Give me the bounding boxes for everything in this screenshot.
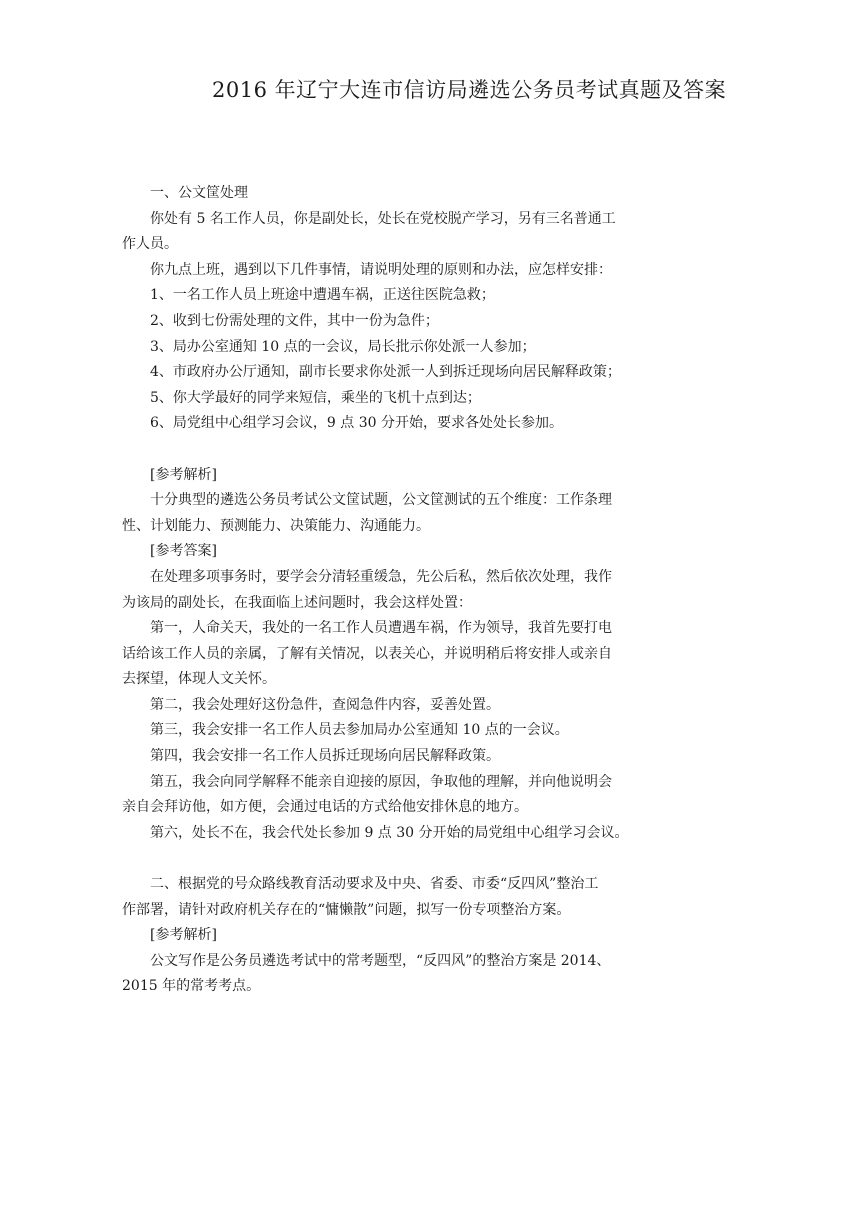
q2-heading-line-1: 二、根据党的号众路线教育活动要求及中央、省委、市委“反四风”整治工 bbox=[150, 876, 599, 893]
q2-analysis-label: [参考解析] bbox=[150, 927, 217, 944]
q1-heading: 一、公文筐处理 bbox=[150, 185, 248, 201]
q1-answer-first-line-2: 话给该工作人员的亲属，了解有关情况，以表关心，并说明稍后将安排人或亲自 bbox=[122, 645, 612, 662]
q1-answer-intro bbox=[122, 565, 702, 616]
q1-item-4: 4、市政府办公厅通知，副市长要求你处派一人到拆迁现场向居民解释政策； bbox=[150, 364, 621, 381]
document-title: 2016 年辽宁大连市信访局遴选公务员考试真题及答案 bbox=[212, 78, 727, 102]
q2-analysis-paragraph bbox=[122, 949, 702, 1000]
document-body bbox=[122, 181, 702, 1000]
q1-item-3: 3、局办公室通知 10 点的一会议，局长批示你处派一人参加； bbox=[150, 338, 536, 355]
q1-analysis-paragraph bbox=[122, 488, 702, 539]
q1-answer-fifth bbox=[122, 770, 702, 821]
q1-answer-first-line-1: 第一，人命关天，我处的一名工作人员遭遇车祸，作为领导，我首先要打电 bbox=[150, 620, 612, 637]
q1-item-5: 5、你大学最好的同学来短信，乘坐的飞机十点到达； bbox=[150, 389, 481, 406]
q1-analysis-label: [参考解析] bbox=[150, 466, 217, 483]
q1-intro-paragraph bbox=[122, 207, 702, 258]
q2-analysis-line-2: 2015 年的常考考点。 bbox=[122, 978, 261, 995]
q2-analysis-line-1: 公文写作是公务员遴选考试中的常考题型，“反四风”的整治方案是 2014、 bbox=[150, 952, 611, 969]
q1-answer-intro-line-2: 为该局的副处长，在我面临上述问题时，我会这样处置： bbox=[122, 594, 472, 611]
q1-answer-label: [参考答案] bbox=[150, 543, 217, 560]
spacer bbox=[122, 846, 702, 872]
q1-answer-intro-line-1: 在处理多项事务时，要学会分清轻重缓急，先公后私，然后依次处理，我作 bbox=[150, 568, 612, 585]
q2-heading-line-2: 作部署，请针对政府机关存在的“慵懒散”问题，拟写一份专项整治方案。 bbox=[122, 901, 571, 918]
q1-answer-third: 第三，我会安排一名工作人员去参加局办公室通知 10 点的一会议。 bbox=[150, 722, 569, 739]
q2-heading bbox=[122, 872, 702, 923]
spacer bbox=[122, 437, 702, 463]
q1-item-2: 2、收到七份需处理的文件，其中一份为急件； bbox=[150, 312, 439, 329]
q1-item-1: 1、一名工作人员上班途中遭遇车祸，正送往医院急救； bbox=[150, 287, 495, 304]
q1-answer-fourth: 第四，我会安排一名工作人员拆迁现场向居民解释政策。 bbox=[150, 748, 500, 765]
q1-answer-first-line-3: 去探望，体现人文关怀。 bbox=[122, 671, 276, 688]
q1-answer-fifth-line-2: 亲自会拜访他，如方便，会通过电话的方式给他安排休息的地方。 bbox=[122, 799, 528, 816]
q1-item-6: 6、局党组中心组学习会议，9 点 30 分开始，要求各处处长参加。 bbox=[150, 415, 563, 432]
q1-answer-fifth-line-1: 第五，我会向同学解释不能亲自迎接的原因，争取他的理解，并向他说明会 bbox=[150, 773, 612, 790]
q1-analysis-line-1: 十分典型的遴选公务员考试公文筐试题，公文筐测试的五个维度：工作条理 bbox=[150, 492, 612, 509]
q1-analysis-line-2: 性、计划能力、预测能力、决策能力、沟通能力。 bbox=[122, 517, 430, 534]
q1-answer-first bbox=[122, 616, 702, 693]
q1-intro-line-2: 作人员。 bbox=[122, 236, 178, 253]
q1-answer-second: 第二，我会处理好这份急件，查阅急件内容，妥善处置。 bbox=[150, 696, 500, 713]
q1-intro-line-1: 你处有 5 名工作人员，你是副处长，处长在党校脱产学习，另有三名普通工 bbox=[150, 210, 616, 227]
q1-answer-sixth: 第六，处长不在，我会代处长参加 9 点 30 分开始的局党组中心组学习会议。 bbox=[150, 824, 629, 841]
q1-task: 你九点上班，遇到以下几件事情，请说明处理的原则和办法，应怎样安排： bbox=[150, 261, 612, 278]
